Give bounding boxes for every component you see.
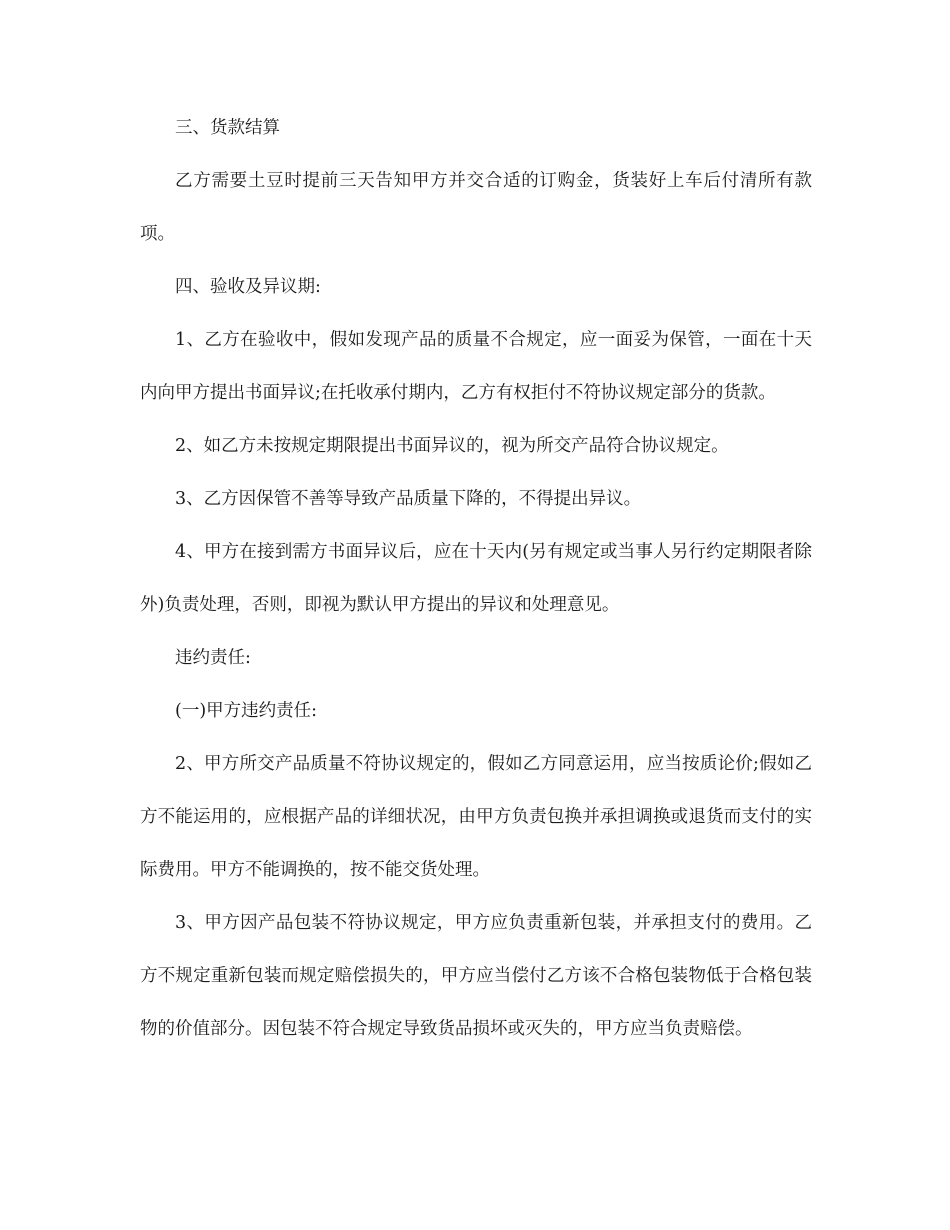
- clause-inspection-1: 1、乙方在验收中，假如发现产品的质量不合规定，应一面妥为保管，一面在十天内向甲方提出书面异议;在托收承付期内，乙方有权拒付不符协议规定部分的货款。: [140, 330, 812, 403]
- clause-inspection-3: 3、乙方因保管不善等导致产品质量下降的，不得提出异议。: [175, 489, 642, 509]
- clause-liability-3: 3、甲方因产品包装不符协议规定，甲方应负责重新包装，并承担支付的费用。乙方不规定重新包装而规定赔偿损失的，甲方应当偿付乙方该不合格包装物低于合格包装物的价值部分。因包装不符合规定导致货品损坏或灭失的，甲方应当负责赔偿。: [140, 913, 812, 1039]
- section-heading-liability: 违约责任:: [175, 648, 251, 668]
- subheading-party-a-liability: (一)甲方违约责任:: [175, 701, 318, 721]
- section-heading-inspection: 四、验收及异议期:: [175, 277, 321, 297]
- clause-inspection-4: 4、甲方在接到需方书面异议后，应在十天内(另有规定或当事人另行约定期限者除外)负责处理，否则，即视为默认甲方提出的异议和处理意见。: [140, 542, 812, 615]
- document-body: [140, 102, 812, 1056]
- clause-liability-2: 2、甲方所交产品质量不符协议规定的，假如乙方同意运用，应当按质论价;假如乙方不能运用的，应根据产品的详细状况，由甲方负责包换并承担调换或退货而支付的实际费用。甲方不能调换的，按不能交货处理。: [140, 754, 812, 880]
- paragraph-payment-terms: 乙方需要土豆时提前三天告知甲方并交合适的订购金，货装好上车后付清所有款项。: [140, 171, 812, 244]
- clause-inspection-2: 2、如乙方未按规定期限提出书面异议的，视为所交产品符合协议规定。: [175, 436, 729, 456]
- section-heading-payment: 三、货款结算: [175, 118, 280, 138]
